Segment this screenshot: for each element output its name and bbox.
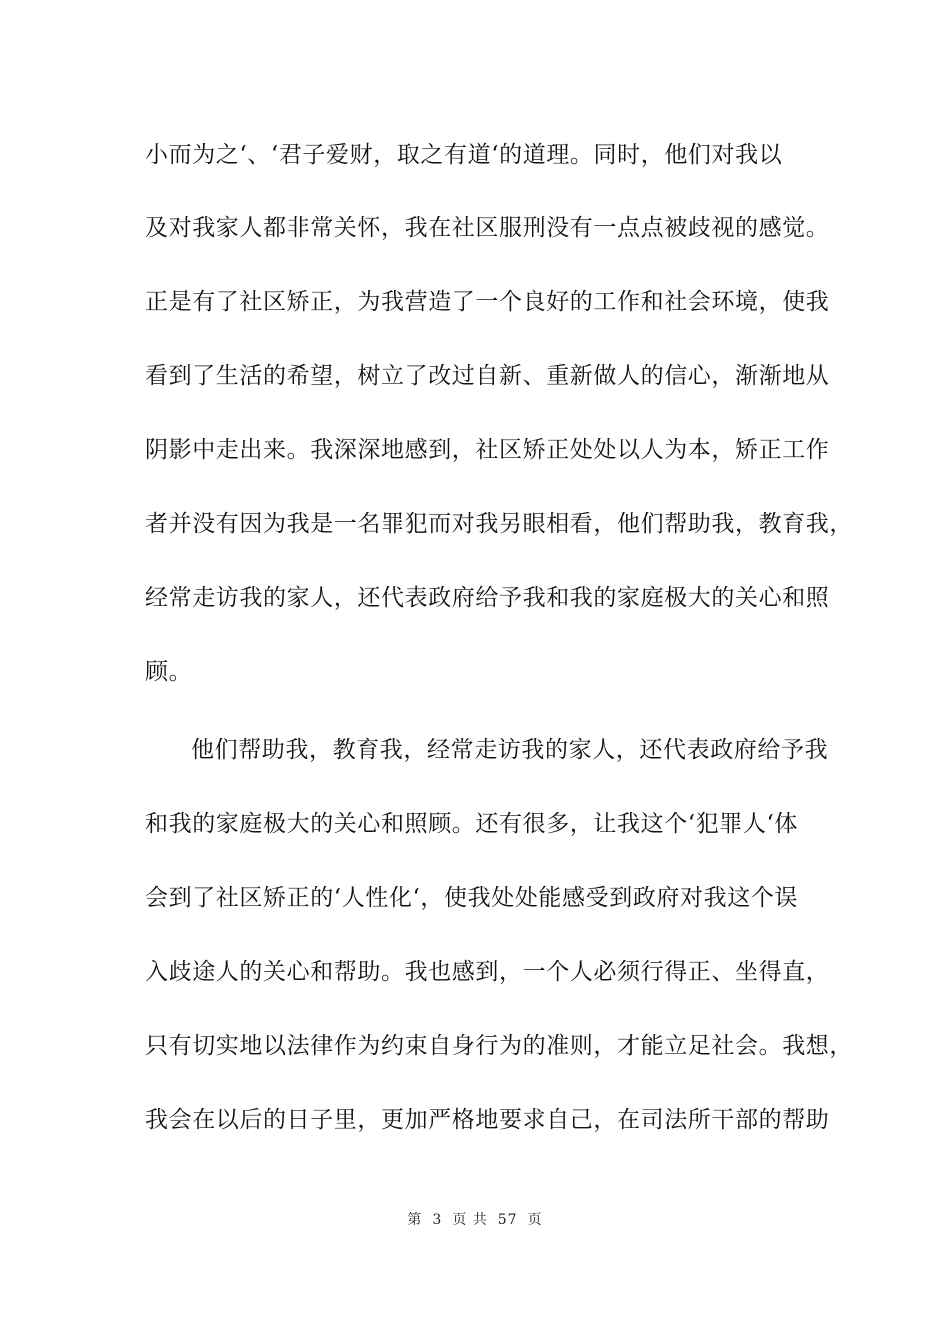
text-line: 和我的家庭极大的关心和照顾。还有很多，让我这个‘犯罪人‘体 — [145, 811, 799, 837]
text-line: 他们帮助我，教育我，经常走访我的家人，还代表政府给予我 — [191, 737, 829, 763]
footer-prefix: 第 — [407, 1212, 423, 1228]
text-line: 小而为之‘、‘君子爱财，取之有道‘的道理。同时，他们对我以 — [145, 142, 783, 168]
page-number-footer — [0, 1209, 950, 1229]
text-line: 者并没有因为我是一名罪犯而对我另眼相看，他们帮助我，教育我， — [145, 511, 853, 537]
text-line: 正是有了社区矫正，为我营造了一个良好的工作和社会环境，使我 — [145, 289, 830, 315]
footer-mid: 页 共 — [452, 1212, 488, 1228]
text-line: 顾。 — [145, 659, 193, 685]
footer-current-page: 3 — [432, 1212, 443, 1228]
text-line: 经常走访我的家人，还代表政府给予我和我的家庭极大的关心和照 — [145, 585, 830, 611]
text-line: 只有切实地以法律作为约束自身行为的准则，才能立足社会。我想， — [145, 1033, 853, 1059]
text-line: 及对我家人都非常关怀，我在社区服刑没有一点点被歧视的感觉。 — [145, 215, 830, 241]
text-line: 我会在以后的日子里，更加严格地要求自己，在司法所干部的帮助 — [145, 1107, 830, 1133]
text-line: 会到了社区矫正的‘人性化‘，使我处处能感受到政府对我这个误 — [145, 885, 799, 911]
footer-suffix: 页 — [527, 1212, 543, 1228]
text-line: 看到了生活的希望，树立了改过自新、重新做人的信心，渐渐地从 — [145, 363, 830, 389]
text-line: 入歧途人的关心和帮助。我也感到，一个人必须行得正、坐得直， — [145, 959, 830, 985]
footer-total-pages: 57 — [497, 1212, 518, 1228]
text-line: 阴影中走出来。我深深地感到，社区矫正处处以人为本，矫正工作 — [145, 437, 830, 463]
